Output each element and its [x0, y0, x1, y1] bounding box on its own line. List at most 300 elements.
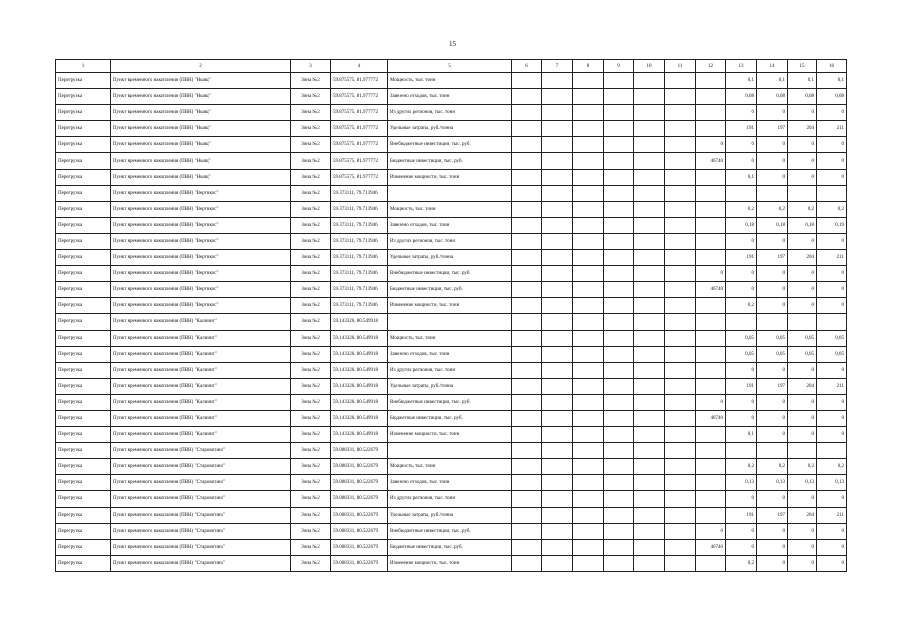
table-cell: 59.373111, 79.713946 — [331, 233, 388, 249]
table-cell — [542, 443, 573, 459]
table-cell — [665, 121, 696, 137]
table-cell — [634, 298, 665, 314]
table-cell: Пункт временного накопления (ПВН) "Вертикос" — [111, 298, 291, 314]
table-cell — [512, 378, 542, 394]
table-cell: 0 — [817, 491, 847, 507]
table-cell: 59.008331, 80.522679 — [331, 555, 388, 571]
table-cell: Из других регионов, тыс. тонн — [388, 105, 512, 121]
table-cell: Внебюджетные инвестиции, тыс. руб. — [388, 394, 512, 410]
table-cell — [696, 443, 726, 459]
table-cell: 0 — [788, 105, 817, 121]
table-cell — [512, 491, 542, 507]
table-cell — [696, 121, 726, 137]
table-cell — [665, 362, 696, 378]
table-cell — [542, 330, 573, 346]
table-cell: Перегрузка — [56, 378, 111, 394]
table-cell — [573, 427, 604, 443]
table-cell: Зона №2 — [291, 250, 331, 266]
table-row — [56, 185, 847, 201]
table-cell — [542, 555, 573, 571]
table-cell — [604, 394, 634, 410]
table-cell: 0 — [788, 266, 817, 282]
table-cell — [604, 362, 634, 378]
table-cell: Зона №2 — [291, 233, 331, 249]
table-cell — [696, 459, 726, 475]
table-cell — [634, 282, 665, 298]
table-cell — [604, 73, 634, 89]
table-cell: 0,2 — [788, 201, 817, 217]
table-cell — [542, 250, 573, 266]
table-cell — [573, 73, 604, 89]
table-cell: Зона №2 — [291, 475, 331, 491]
table-cell — [665, 491, 696, 507]
table-cell: Зона №2 — [291, 523, 331, 539]
table-cell — [604, 266, 634, 282]
column-header-16: 16 — [817, 60, 847, 73]
table-cell: 211 — [817, 250, 847, 266]
table-cell — [634, 459, 665, 475]
table-cell — [512, 73, 542, 89]
table-cell — [512, 443, 542, 459]
table-cell: Пункт временного накопления (ПВН) "Староюгино" — [111, 443, 291, 459]
table-cell: Завезено отходов, тыс. тонн — [388, 89, 512, 105]
table-cell: Перегрузка — [56, 330, 111, 346]
table-cell: 0 — [726, 105, 757, 121]
table-cell: Мощность, тыс. тонн — [388, 201, 512, 217]
table-cell — [542, 507, 573, 523]
table-cell: 211 — [817, 507, 847, 523]
table-cell — [665, 250, 696, 266]
table-cell: Зона №2 — [291, 459, 331, 475]
table-cell: Мощность, тыс. тонн — [388, 459, 512, 475]
table-cell: 0 — [696, 523, 726, 539]
table-cell: 0 — [788, 427, 817, 443]
table-cell: 0 — [817, 555, 847, 571]
table-cell: Бюджетные инвестиции, тыс. руб. — [388, 282, 512, 298]
table-cell — [604, 378, 634, 394]
table-cell — [542, 346, 573, 362]
table-cell — [665, 153, 696, 169]
table-cell — [542, 314, 573, 330]
table-cell — [512, 523, 542, 539]
table-cell: 0,08 — [757, 89, 788, 105]
table-cell — [665, 233, 696, 249]
table-cell — [665, 169, 696, 185]
table-cell: 0,05 — [817, 330, 847, 346]
table-cell: Зона №2 — [291, 491, 331, 507]
table-cell — [512, 137, 542, 153]
table-cell: 204 — [788, 250, 817, 266]
table-cell: 0,1 — [817, 73, 847, 89]
table-cell: Пункт временного накопления (ПВН) "Вертикос" — [111, 250, 291, 266]
table-cell: 0 — [726, 282, 757, 298]
table-cell — [512, 427, 542, 443]
table-cell: 0 — [757, 410, 788, 426]
table-cell: 0 — [757, 266, 788, 282]
table-cell — [634, 217, 665, 233]
table-cell: Пункт временного накопления (ПВН) "Староюгино" — [111, 475, 291, 491]
table-row — [56, 201, 847, 217]
table-cell: 0 — [757, 153, 788, 169]
table-cell: 0,13 — [726, 475, 757, 491]
table-cell — [573, 153, 604, 169]
table-cell — [604, 250, 634, 266]
table-cell: Перегрузка — [56, 250, 111, 266]
column-header-4: 4 — [331, 60, 388, 73]
table-cell: Зона №2 — [291, 121, 331, 137]
table-cell: Пункт временного накопления (ПВН) "Калиинг" — [111, 362, 291, 378]
table-cell: 0,2 — [817, 459, 847, 475]
table-cell — [788, 185, 817, 201]
table-cell — [634, 169, 665, 185]
table-cell: 0,19 — [817, 217, 847, 233]
table-cell: Перегрузка — [56, 443, 111, 459]
table-cell — [542, 105, 573, 121]
table-cell — [512, 89, 542, 105]
column-header-10: 10 — [634, 60, 665, 73]
table-cell: Зона №2 — [291, 427, 331, 443]
table-cell: 0,05 — [817, 346, 847, 362]
table-cell — [634, 185, 665, 201]
table-cell — [696, 298, 726, 314]
table-cell: Перегрузка — [56, 137, 111, 153]
table-cell — [665, 282, 696, 298]
table-cell — [542, 121, 573, 137]
table-cell: 0,18 — [788, 217, 817, 233]
table-cell: Зона №2 — [291, 410, 331, 426]
table-cell — [634, 105, 665, 121]
table-cell: 59.008331, 80.522679 — [331, 523, 388, 539]
table-cell: 0 — [788, 362, 817, 378]
table-cell — [542, 201, 573, 217]
table-cell — [573, 137, 604, 153]
table-cell — [573, 475, 604, 491]
table-cell — [542, 169, 573, 185]
table-cell — [696, 73, 726, 89]
table-cell: 59.008331, 80.522679 — [331, 459, 388, 475]
table-cell — [665, 443, 696, 459]
table-row — [56, 523, 847, 539]
table-cell: Зона №2 — [291, 89, 331, 105]
table-cell: Бюджетные инвестиции, тыс. руб. — [388, 539, 512, 555]
table-cell — [665, 427, 696, 443]
table-cell: 46740 — [696, 153, 726, 169]
table-cell — [573, 555, 604, 571]
table-cell — [388, 314, 512, 330]
table-cell — [726, 314, 757, 330]
table-row — [56, 282, 847, 298]
table-cell — [512, 394, 542, 410]
table-cell: Перегрузка — [56, 410, 111, 426]
table-cell: 0 — [788, 394, 817, 410]
table-cell — [542, 266, 573, 282]
table-cell — [696, 217, 726, 233]
table-cell — [665, 89, 696, 105]
table-cell: Пункт временного накопления (ПВН) "Калиинг" — [111, 427, 291, 443]
table-cell — [604, 201, 634, 217]
table-cell: 59.875575, 81.977772 — [331, 169, 388, 185]
table-row — [56, 378, 847, 394]
table-cell: 59.875575, 81.977772 — [331, 89, 388, 105]
table-cell: 197 — [757, 121, 788, 137]
table-cell — [634, 443, 665, 459]
table-cell — [696, 346, 726, 362]
table-cell: Из других регионов, тыс. тонн — [388, 362, 512, 378]
table-cell — [512, 410, 542, 426]
table-cell: 0 — [817, 169, 847, 185]
column-header-13: 13 — [726, 60, 757, 73]
table-cell — [665, 217, 696, 233]
table-cell — [634, 507, 665, 523]
table-cell: 59.143326, 80.549918 — [331, 346, 388, 362]
table-cell: Зона №2 — [291, 282, 331, 298]
table-cell: Пункт временного накопления (ПВН) "Вертикос" — [111, 185, 291, 201]
table-cell — [542, 427, 573, 443]
table-cell: Бюджетные инвестиции, тыс. руб. — [388, 410, 512, 426]
table-cell — [696, 378, 726, 394]
table-cell: 0 — [817, 394, 847, 410]
table-cell: 197 — [757, 378, 788, 394]
table-cell — [634, 153, 665, 169]
table-row — [56, 314, 847, 330]
table-cell: 0 — [757, 282, 788, 298]
table-cell — [512, 121, 542, 137]
table-cell: 59.143326, 80.549918 — [331, 330, 388, 346]
table-cell: 0,2 — [726, 201, 757, 217]
table-row — [56, 250, 847, 266]
table-cell: 0,1 — [726, 169, 757, 185]
table-cell: Зона №2 — [291, 266, 331, 282]
table-cell: 0 — [726, 539, 757, 555]
table-cell: Зона №2 — [291, 169, 331, 185]
table-cell: Внебюджетные инвестиции, тыс. руб. — [388, 137, 512, 153]
table-cell — [696, 185, 726, 201]
table-cell: 0 — [788, 555, 817, 571]
table-cell — [665, 105, 696, 121]
table-cell: 0 — [788, 137, 817, 153]
table-cell — [542, 539, 573, 555]
table-cell: Зона №2 — [291, 201, 331, 217]
table-cell: 0 — [788, 410, 817, 426]
table-cell — [512, 362, 542, 378]
table-cell: 191 — [726, 378, 757, 394]
table-cell — [512, 507, 542, 523]
table-cell — [573, 282, 604, 298]
table-cell — [665, 330, 696, 346]
table-cell — [573, 459, 604, 475]
table-cell — [542, 282, 573, 298]
table-cell — [665, 539, 696, 555]
table-cell: Изменение мощности, тыс. тонн — [388, 298, 512, 314]
table-cell — [665, 555, 696, 571]
table-cell: Перегрузка — [56, 523, 111, 539]
table-cell — [665, 523, 696, 539]
table-cell — [573, 410, 604, 426]
table-cell — [542, 137, 573, 153]
table-cell: Перегрузка — [56, 233, 111, 249]
table-cell: 0 — [726, 266, 757, 282]
table-cell: Завезено отходов, тыс. тонн — [388, 346, 512, 362]
table-cell: 204 — [788, 507, 817, 523]
table-cell — [696, 507, 726, 523]
table-cell: 0,1 — [726, 73, 757, 89]
column-header-2: 2 — [111, 60, 291, 73]
table-cell: Пункт временного накопления (ПВН) "Вертикос" — [111, 201, 291, 217]
table-cell — [604, 475, 634, 491]
table-cell — [665, 298, 696, 314]
table-cell: 59.008331, 80.522679 — [331, 443, 388, 459]
table-cell — [634, 475, 665, 491]
table-cell: 0 — [817, 153, 847, 169]
table-cell — [573, 121, 604, 137]
table-cell: 59.143326, 80.549918 — [331, 410, 388, 426]
table-row — [56, 555, 847, 571]
table-cell: 0,2 — [757, 201, 788, 217]
column-header-7: 7 — [542, 60, 573, 73]
table-cell: Зона №2 — [291, 153, 331, 169]
table-cell: Из других регионов, тыс. тонн — [388, 491, 512, 507]
table-cell: Зона №2 — [291, 73, 331, 89]
table-cell: 0 — [757, 427, 788, 443]
table-cell: 0 — [817, 523, 847, 539]
table-cell: 0,1 — [757, 73, 788, 89]
table-cell: 0 — [817, 362, 847, 378]
table-cell — [696, 89, 726, 105]
table-cell — [726, 443, 757, 459]
table-cell: 59.875575, 81.977772 — [331, 137, 388, 153]
table-cell — [634, 233, 665, 249]
table-cell — [696, 330, 726, 346]
table-cell — [542, 185, 573, 201]
table-cell: Изменение мощности, тыс. тонн — [388, 555, 512, 571]
table-cell — [634, 539, 665, 555]
table-cell: 0 — [817, 105, 847, 121]
table-cell: Пункт временного накопления (ПВН) "Ныяц" — [111, 153, 291, 169]
table-cell — [634, 555, 665, 571]
table-cell — [542, 523, 573, 539]
table-cell: 0,13 — [817, 475, 847, 491]
table-cell: 59.875575, 81.977772 — [331, 121, 388, 137]
table-cell — [512, 266, 542, 282]
table-cell — [665, 266, 696, 282]
table-cell — [634, 250, 665, 266]
table-cell: 204 — [788, 378, 817, 394]
table-cell: 0 — [726, 233, 757, 249]
table-cell — [634, 89, 665, 105]
table-cell — [665, 314, 696, 330]
table-cell: 59.875575, 81.977772 — [331, 153, 388, 169]
table-cell — [573, 250, 604, 266]
table-cell: Зона №2 — [291, 555, 331, 571]
table-cell — [604, 121, 634, 137]
table-cell — [604, 185, 634, 201]
table-cell — [512, 298, 542, 314]
table-cell — [634, 137, 665, 153]
table-cell: 191 — [726, 250, 757, 266]
table-cell — [696, 362, 726, 378]
table-row — [56, 89, 847, 105]
table-cell: Зона №2 — [291, 217, 331, 233]
table-cell: 59.373111, 79.713946 — [331, 250, 388, 266]
table-cell — [573, 185, 604, 201]
table-cell: 46740 — [696, 282, 726, 298]
table-cell: 0 — [726, 410, 757, 426]
table-cell: Пункт временного накопления (ПВН) "Калиинг" — [111, 410, 291, 426]
table-cell — [696, 250, 726, 266]
table-row — [56, 169, 847, 185]
table-cell: 0 — [817, 233, 847, 249]
table-cell — [573, 346, 604, 362]
table-cell: 0 — [788, 491, 817, 507]
table-cell: Зона №2 — [291, 314, 331, 330]
table-cell: 0 — [757, 137, 788, 153]
table-cell: 0 — [757, 298, 788, 314]
table-cell: 0,05 — [726, 330, 757, 346]
table-row — [56, 233, 847, 249]
table-cell: 0 — [788, 153, 817, 169]
table-cell: Пункт временного накопления (ПВН) "Калиинг" — [111, 314, 291, 330]
column-header-6: 6 — [512, 60, 542, 73]
table-cell: Пункт временного накопления (ПВН) "Староюгино" — [111, 539, 291, 555]
table-cell: 0 — [757, 233, 788, 249]
table-cell — [788, 314, 817, 330]
table-cell — [573, 507, 604, 523]
table-body — [56, 73, 847, 572]
table-cell: 0,18 — [726, 217, 757, 233]
table-cell — [604, 89, 634, 105]
table-cell — [512, 282, 542, 298]
table-cell — [604, 137, 634, 153]
table-cell: 0 — [726, 394, 757, 410]
table-cell: 59.008331, 80.522679 — [331, 539, 388, 555]
table-cell: Перегрузка — [56, 491, 111, 507]
table-cell: Пункт временного накопления (ПВН) "Ныяц" — [111, 105, 291, 121]
table-cell: Перегрузка — [56, 346, 111, 362]
table-cell — [665, 73, 696, 89]
table-cell — [817, 314, 847, 330]
table-cell — [542, 233, 573, 249]
table-cell — [696, 491, 726, 507]
table-cell: Пункт временного накопления (ПВН) "Вертикос" — [111, 233, 291, 249]
table-cell — [604, 427, 634, 443]
table-cell: 0,05 — [757, 330, 788, 346]
table-cell — [817, 185, 847, 201]
table-row — [56, 459, 847, 475]
table-cell — [573, 523, 604, 539]
table-cell — [512, 330, 542, 346]
table-row — [56, 362, 847, 378]
table-cell: Удельные затраты, руб./тонна — [388, 250, 512, 266]
table-cell — [604, 233, 634, 249]
table-cell: 59.875575, 81.977772 — [331, 105, 388, 121]
column-header-5: 5 — [388, 60, 512, 73]
table-cell: 0,2 — [788, 459, 817, 475]
table-cell: 0 — [788, 298, 817, 314]
table-cell: Пункт временного накопления (ПВН) "Староюгино" — [111, 491, 291, 507]
table-cell: 0 — [757, 169, 788, 185]
table-cell — [788, 443, 817, 459]
table-cell: 191 — [726, 121, 757, 137]
table-cell — [542, 362, 573, 378]
table-cell: 0 — [757, 362, 788, 378]
table-cell — [634, 73, 665, 89]
table-cell: 0 — [788, 523, 817, 539]
table-cell: 0 — [757, 539, 788, 555]
table-cell: Перегрузка — [56, 153, 111, 169]
table-cell: Зона №2 — [291, 105, 331, 121]
table-cell: 0 — [726, 523, 757, 539]
table-cell — [573, 378, 604, 394]
